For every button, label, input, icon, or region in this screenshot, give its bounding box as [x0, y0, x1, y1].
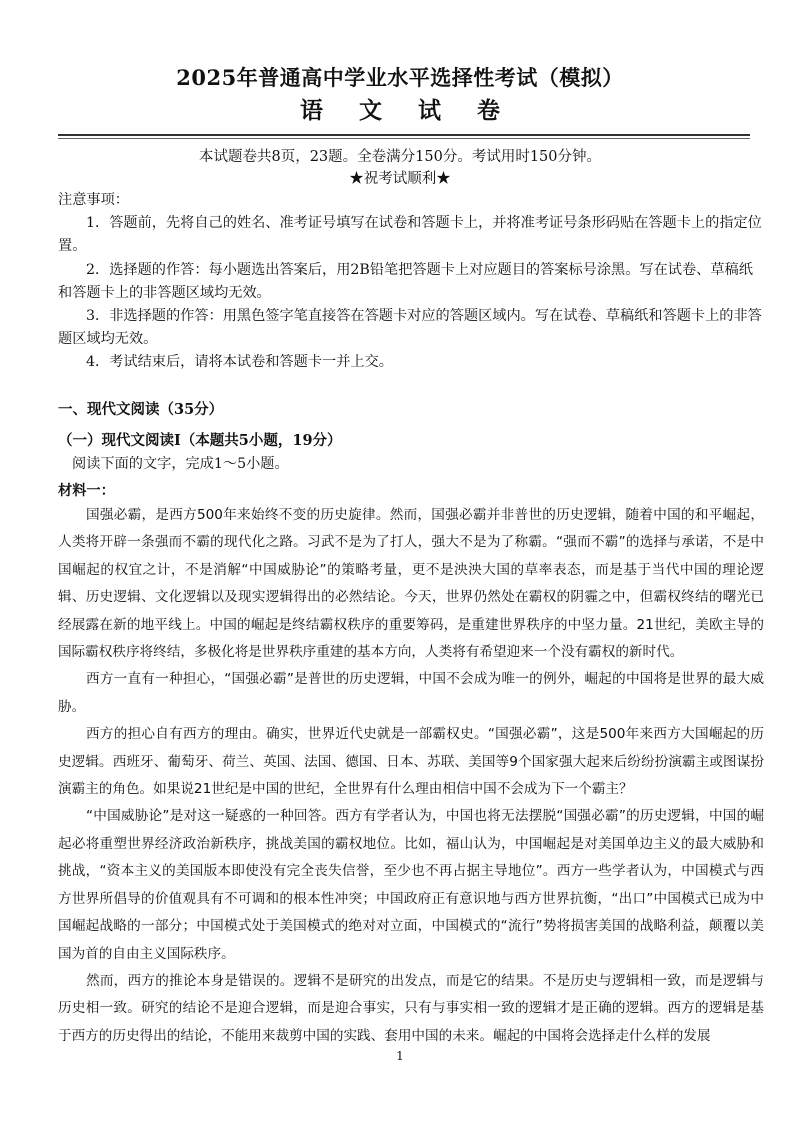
material-text [58, 502, 764, 1050]
note-item: 1．答题前，先将自己的姓名、准考证号填写在试卷和答题卡上，并将准考证号条形码贴在答题卡上的指定位置。 [58, 215, 762, 255]
header-divider [58, 134, 750, 136]
material-label: 材料一： [58, 483, 115, 499]
subsection-heading: （一）现代文阅读Ⅰ（本题共5小题，19分） [58, 432, 342, 449]
note-item: 3．非选择题的作答：用黑色签字笔直接答在答题卡对应的答题区域内。写在试卷、草稿纸和答题卡上的非答题区域均无效。 [58, 308, 762, 348]
paragraph: “中国威胁论”是对这一疑惑的一种回答。西方有学者认为，中国也将无法摆脱“国强必霸”的历史逻辑，中国的崛起必将重塑世界经济政治新秩序，挑战美国的霸权地位。比如，福山认为，中国崛起是对美国单边主义的最大威胁和挑战，“资本主义的美国版本即使没有完全丧失信誉，至少也不再占据主导地位”。西方一些学者认为，中国模式与西方世界所倡导的价值观具有不可调和的根本性冲突；中国政府正有意识地与西方世界抗衡，“出口”中国模式已成为中国崛起战略的一部分；中国模式处于美国模式的绝对对立面，中国模式的“流行”势将损害美国的战略利益，颠覆以美国为首的自由主义国际秩序。 [58, 808, 764, 962]
exam-title: 2025年普通高中学业水平选择性考试（模拟） [176, 65, 624, 90]
page-number: 1 [396, 1049, 404, 1063]
header-divider-thin [58, 138, 750, 139]
notes-section [58, 189, 764, 375]
paragraph: 然而，西方的推论本身是错误的。逻辑不是研究的出发点，而是它的结果。不是历史与逻辑相一致，而是逻辑与历史相一致。研究的结论不是迎合逻辑，而是迎合事实，只有与事实相一致的逻辑才是正确的逻辑。西方的逻辑是基于西方的历史得出的结论，不能用来裁剪中国的实践、套用中国的未来。崛起的中国将会选择走什么样的发展 [58, 972, 764, 1044]
exam-info: 本试题卷共8页，23题。全卷满分150分。考试用时150分钟。 [198, 149, 602, 165]
note-item: 4．考试结束后，请将本试卷和答题卡一并上交。 [86, 354, 393, 371]
section-heading: 一、现代文阅读（35分） [58, 401, 224, 418]
paragraph: 国强必霸，是西方500年来始终不变的历史旋律。然而，国强必霸并非普世的历史逻辑，随着中国的和平崛起，人类将开辟一条强而不霸的现代化之路。习武不是为了打人，强大不是为了称霸。“强而不霸”的选择与承诺，不是中国崛起的权宜之计，不是消解“中国威胁论”的策略考量，更不是泱泱大国的草率表态，而是基于当代中国的理论逻辑、历史逻辑、文化逻辑以及现实逻辑得出的必然结论。今天，世界仍然处在霸权的阴霾之中，但霸权终结的曙光已经展露在新的地平线上。中国的崛起是终结霸权秩序的重要筹码，是重建世界秩序的中坚力量。21世纪，美欧主导的国际霸权秩序将终结，多极化将是世界秩序重建的基本方向，人类将有希望迎来一个没有霸权的新时代。 [58, 507, 764, 661]
exam-subtitle: 语 文 试 卷 [299, 97, 515, 124]
reading-instruction: 阅读下面的文字，完成1～5小题。 [72, 456, 289, 472]
paragraph: 西方一直有一种担心，“国强必霸”是普世的历史逻辑，中国不会成为唯一的例外，崛起的中国将是世界的最大威胁。 [58, 671, 764, 715]
note-item: 2．选择题的作答：每小题选出答案后，用2B铅笔把答题卡上对应题目的答案标号涂黑。写在试卷、草稿纸和答题卡上的非答题区域均无效。 [58, 261, 753, 301]
notes-heading: 注意事项： [58, 192, 129, 208]
paragraph: 西方的担心自有西方的理由。确实，世界近代史就是一部霸权史。“国强必霸”，这是500年来西方大国崛起的历史逻辑。西班牙、葡萄牙、荷兰、英国、法国、德国、日本、苏联、美国等9个国家强大起来后纷纷扮演霸主或图谋扮演霸主的角色。如果说21世纪是中国的世纪，全世界有什么理由相信中国不会成为下一个霸主？ [58, 726, 764, 798]
exam-wish: ★祝考试顺利★ [349, 171, 451, 187]
